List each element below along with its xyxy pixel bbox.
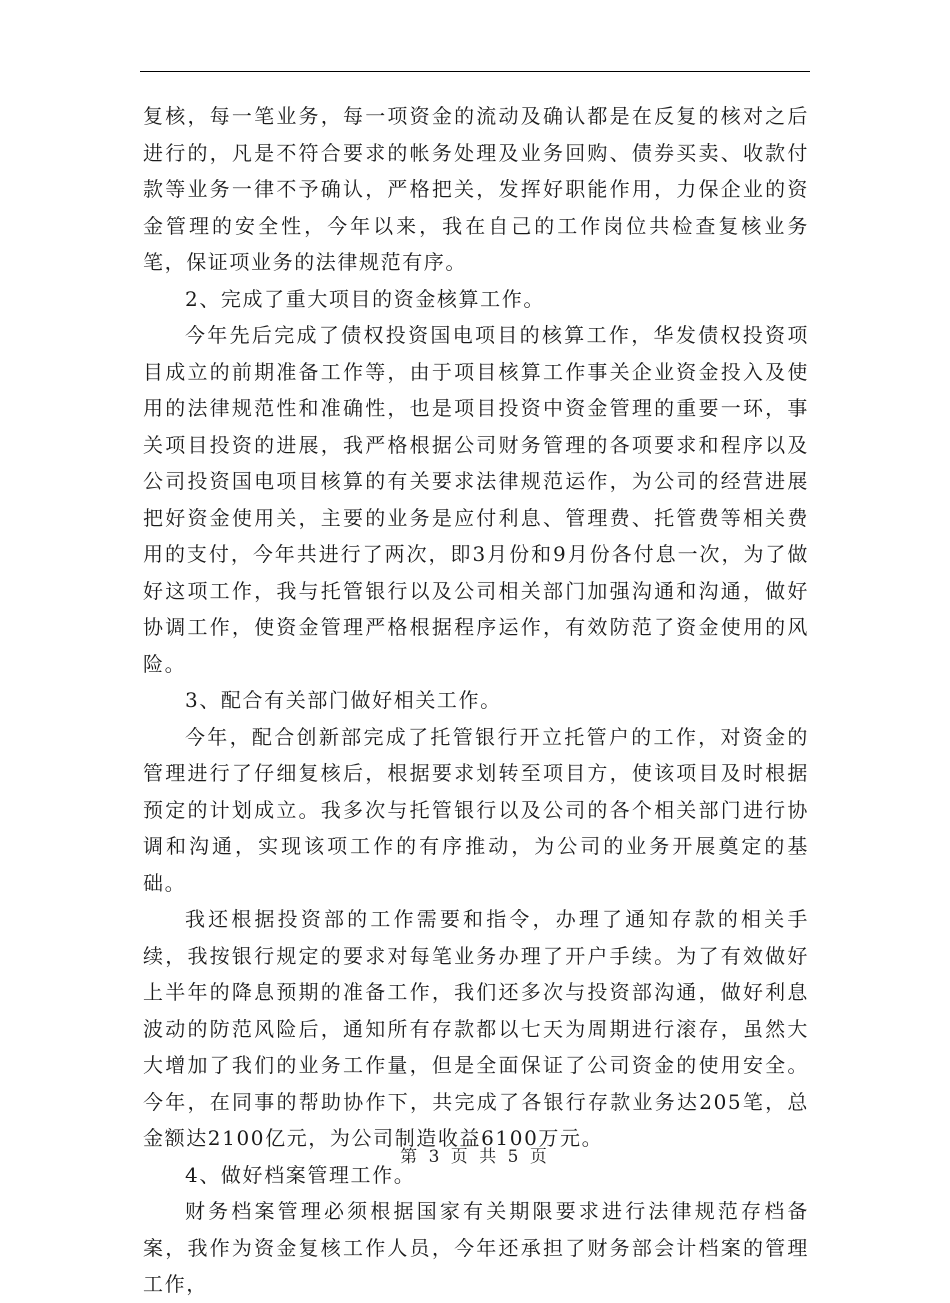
paragraph: 今年先后完成了债权投资国电项目的核算工作，华发债权投资项目成立的前期准备工作等，由于项目核算工作事关企业资金投入及使用的法律规范性和准确性，也是项目投资中资金管理的重要一环，事关项目投资的进展，我严格根据公司财务管理的各项要求和程序以及公司投资国电项目核算的有关要求法律规范运作，为公司的经营进展把好资金使用关，主要的业务是应付利息、管理费、托管费等相关费用的支付，今年共进行了两次，即3月份和9月份各付息一次，为了做好这项工作，我与托管银行以及公司相关部门加强沟通和沟通，做好协调工作，使资金管理严格根据程序运作，有效防范了资金使用的风险。 [143, 323, 809, 676]
paragraph: 复核，每一笔业务，每一项资金的流动及确认都是在反复的核对之后进行的，凡是不符合要求的帐务处理及业务回购、债券买卖、收款付款等业务一律不予确认，严格把关，发挥好职能作用，力保企业的资金管理的安全性，今年以来，我在自己的工作岗位共检查复核业务笔，保证项业务的法律规范有序。 [143, 104, 809, 274]
paragraph: 今年，配合创新部完成了托管银行开立托管户的工作，对资金的管理进行了仔细复核后，根据要求划转至项目方，使该项目及时根据预定的计划成立。我多次与托管银行以及公司的各个相关部门进行协调和沟通，实现该项工作的有序推动，为公司的业务开展奠定的基础。 [143, 724, 809, 895]
paragraph: 财务档案管理必须根据国家有关期限要求进行法律规范存档备案，我作为资金复核工作人员，今年还承担了财务部会计档案的管理工作， [143, 1199, 809, 1296]
section-heading: 3、配合有关部门做好相关工作。 [185, 688, 502, 712]
page-number: 第 3 页 共 5 页 [400, 1147, 550, 1167]
header-rule [140, 71, 810, 72]
paragraph: 我还根据投资部的工作需要和指令，办理了通知存款的相关手续，我按银行规定的要求对每笔业务办理了开户手续。为了有效做好上半年的降息预期的准备工作，我们还多次与投资部沟通，做好利息波动的防范风险后，通知所有存款都以七天为周期进行滚存，虽然大大增加了我们的业务工作量，但是全面保证了公司资金的使用安全。今年，在同事的帮助协作下，共完成了各银行存款业务达205笔，总金额达2100亿元，为公司制造收益6100万元。 [143, 907, 809, 1150]
section-heading: 2、完成了重大项目的资金核算工作。 [185, 286, 545, 311]
document-body [143, 98, 809, 1303]
section-heading: 4、做好档案管理工作。 [185, 1162, 416, 1187]
